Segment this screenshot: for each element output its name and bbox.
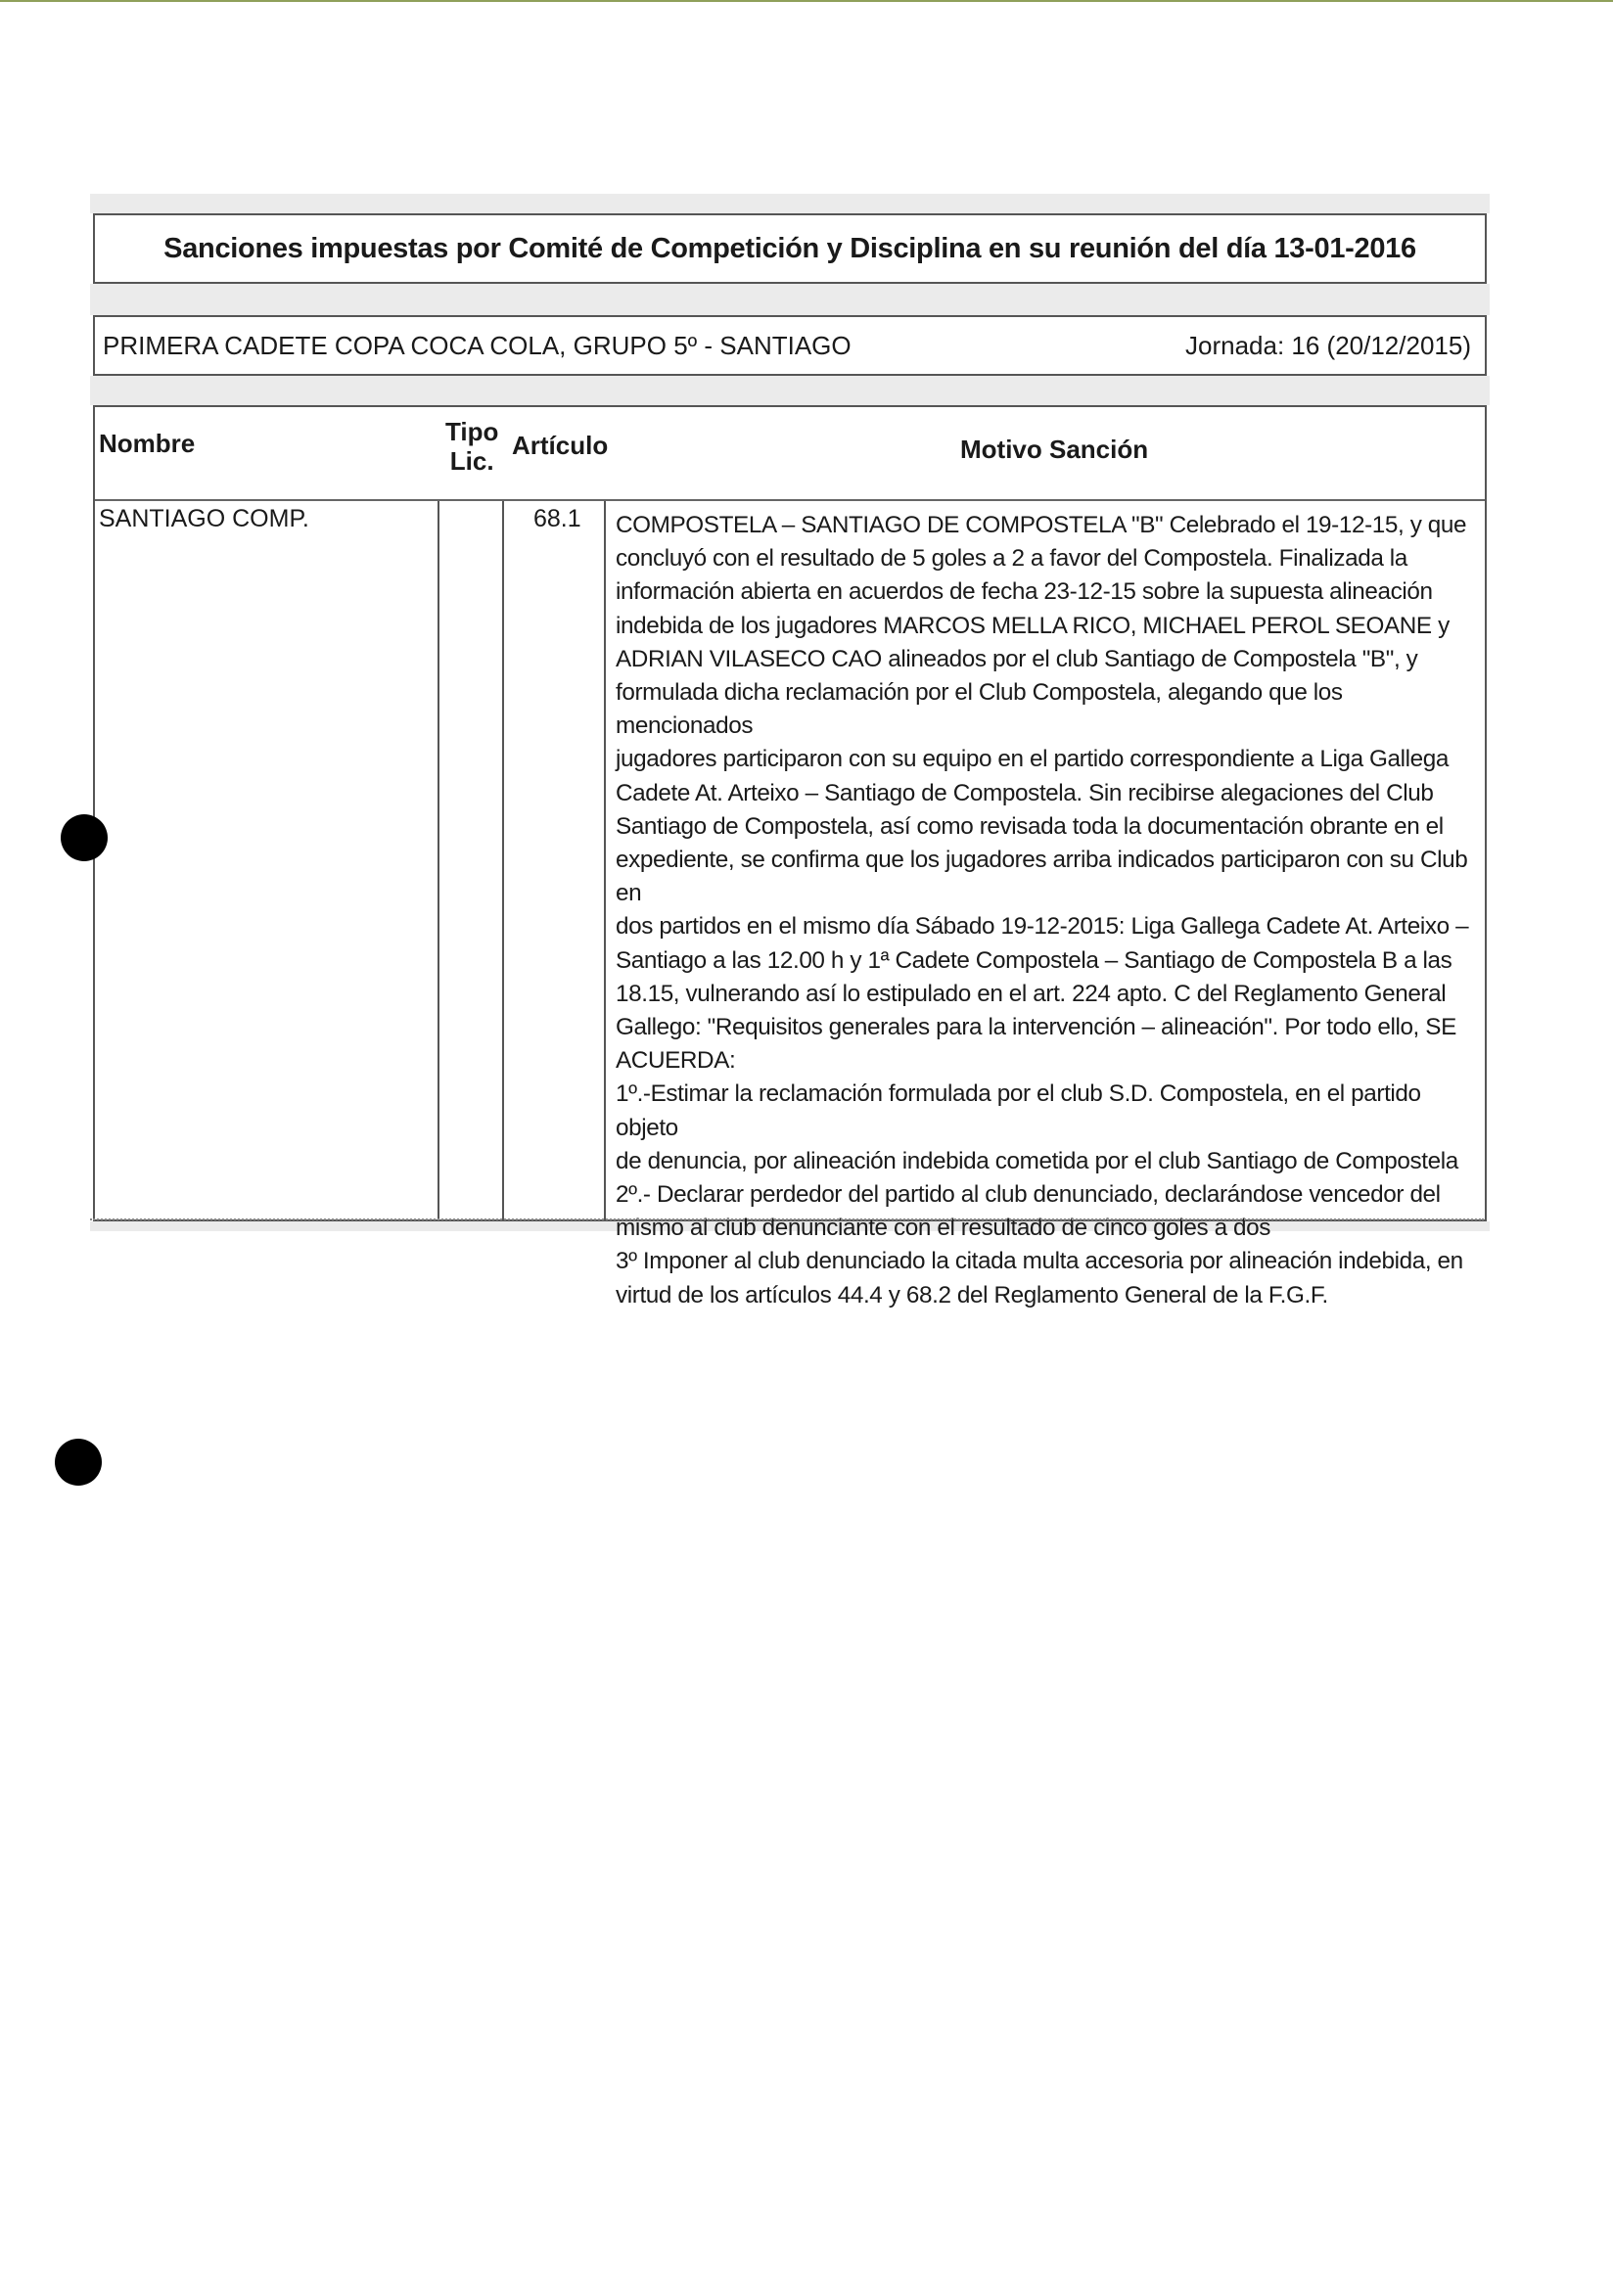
shade-band: [90, 376, 1490, 405]
motivo-line: Santiago de Compostela, así como revisada toda la documentación obrante en el: [616, 812, 1444, 840]
shade-band: [90, 194, 1490, 213]
document-title-box: [93, 213, 1487, 284]
header-articulo: Artículo: [512, 431, 609, 460]
row-nombre: SANTIAGO COMP.: [99, 505, 309, 532]
header-separator: [95, 499, 1485, 501]
motivo-line: formulada dicha reclamación por el Club Compostela, alegando que los mencionados: [616, 679, 1343, 740]
jornada-label: Jornada: 16 (20/12/2015): [1185, 330, 1471, 360]
competition-group-bar: [93, 315, 1487, 376]
row-motivo-sancion: [616, 509, 1475, 1312]
table-bottom-dotted-rule: [90, 1218, 1484, 1220]
motivo-line: mismo al club denunciante con el resultado de cinco goles a dos: [616, 1215, 1271, 1242]
motivo-line: COMPOSTELA – SANTIAGO DE COMPOSTELA "B" Celebrado el 19-12-15, y que: [616, 512, 1467, 538]
shade-band: [90, 284, 1490, 315]
motivo-line: 2º.- Declarar perdedor del partido al club denunciado, declarándose vencedor del: [616, 1181, 1441, 1209]
header-lic: Lic.: [449, 446, 494, 476]
header-tipo: Tipo: [445, 417, 499, 446]
header-motivo: Motivo Sanción: [960, 435, 1149, 464]
motivo-line: 18.15, vulnerando así lo estipulado en el art. 224 apto. C del Reglamento General: [616, 980, 1447, 1007]
row-articulo: 68.1: [533, 505, 581, 532]
motivo-line: 1º.-Estimar la reclamación formulada por el club S.D. Compostela, en el partido objeto: [616, 1080, 1421, 1141]
motivo-line: ACUERDA:: [616, 1047, 736, 1075]
header-tipo-lic: [445, 417, 498, 476]
motivo-line: Cadete At. Arteixo – Santiago de Compostela. Sin recibirse alegaciones del Club: [616, 779, 1434, 806]
motivo-line: expediente, se confirma que los jugadores arriba indicados participaron con su Club en: [616, 847, 1468, 907]
header-nombre: Nombre: [99, 429, 196, 458]
motivo-line: información abierta en acuerdos de fecha 23-12-15 sobre la supuesta alineación: [616, 578, 1433, 606]
column-divider: [438, 501, 439, 1219]
motivo-line: indebida de los jugadores MARCOS MELLA RICO, MICHAEL PEROL SEOANE y: [616, 612, 1450, 639]
punch-hole: [61, 814, 108, 861]
group-name: PRIMERA CADETE COPA COCA COLA, GRUPO 5º - SANTIAGO: [103, 330, 852, 360]
motivo-line: jugadores participaron con su equipo en el partido correspondiente a Liga Gallega: [616, 746, 1449, 773]
punch-hole: [55, 1439, 102, 1486]
sanctions-table: [93, 405, 1487, 1309]
motivo-line: Gallego: "Requisitos generales para la intervención – alineación". Por todo ello, SE: [616, 1014, 1456, 1041]
motivo-line: concluyó con el resultado de 5 goles a 2 a favor del Compostela. Finalizada la: [616, 545, 1407, 573]
column-divider: [604, 501, 606, 1219]
document-title: Sanciones impuestas por Comité de Competición y Disciplina en su reunión del día 13-01-2016: [163, 232, 1416, 264]
motivo-line: dos partidos en el mismo día Sábado 19-12-2015: Liga Gallega Cadete At. Arteixo –: [616, 913, 1469, 941]
motivo-line: ADRIAN VILASECO CAO alineados por el club Santiago de Compostela "B", y: [616, 645, 1418, 672]
motivo-line: virtud de los artículos 44.4 y 68.2 del Reglamento General de la F.G.F.: [616, 1281, 1328, 1309]
motivo-line: de denuncia, por alineación indebida cometida por el club Santiago de Compostela: [616, 1147, 1458, 1174]
motivo-line: Santiago a las 12.00 h y 1ª Cadete Compostela – Santiago de Compostela B a las: [616, 946, 1452, 974]
page-top-edge: [0, 0, 1613, 2]
motivo-line: 3º Imponer al club denunciado la citada multa accesoria por alineación indebida, en: [616, 1248, 1463, 1275]
column-divider: [502, 501, 504, 1219]
